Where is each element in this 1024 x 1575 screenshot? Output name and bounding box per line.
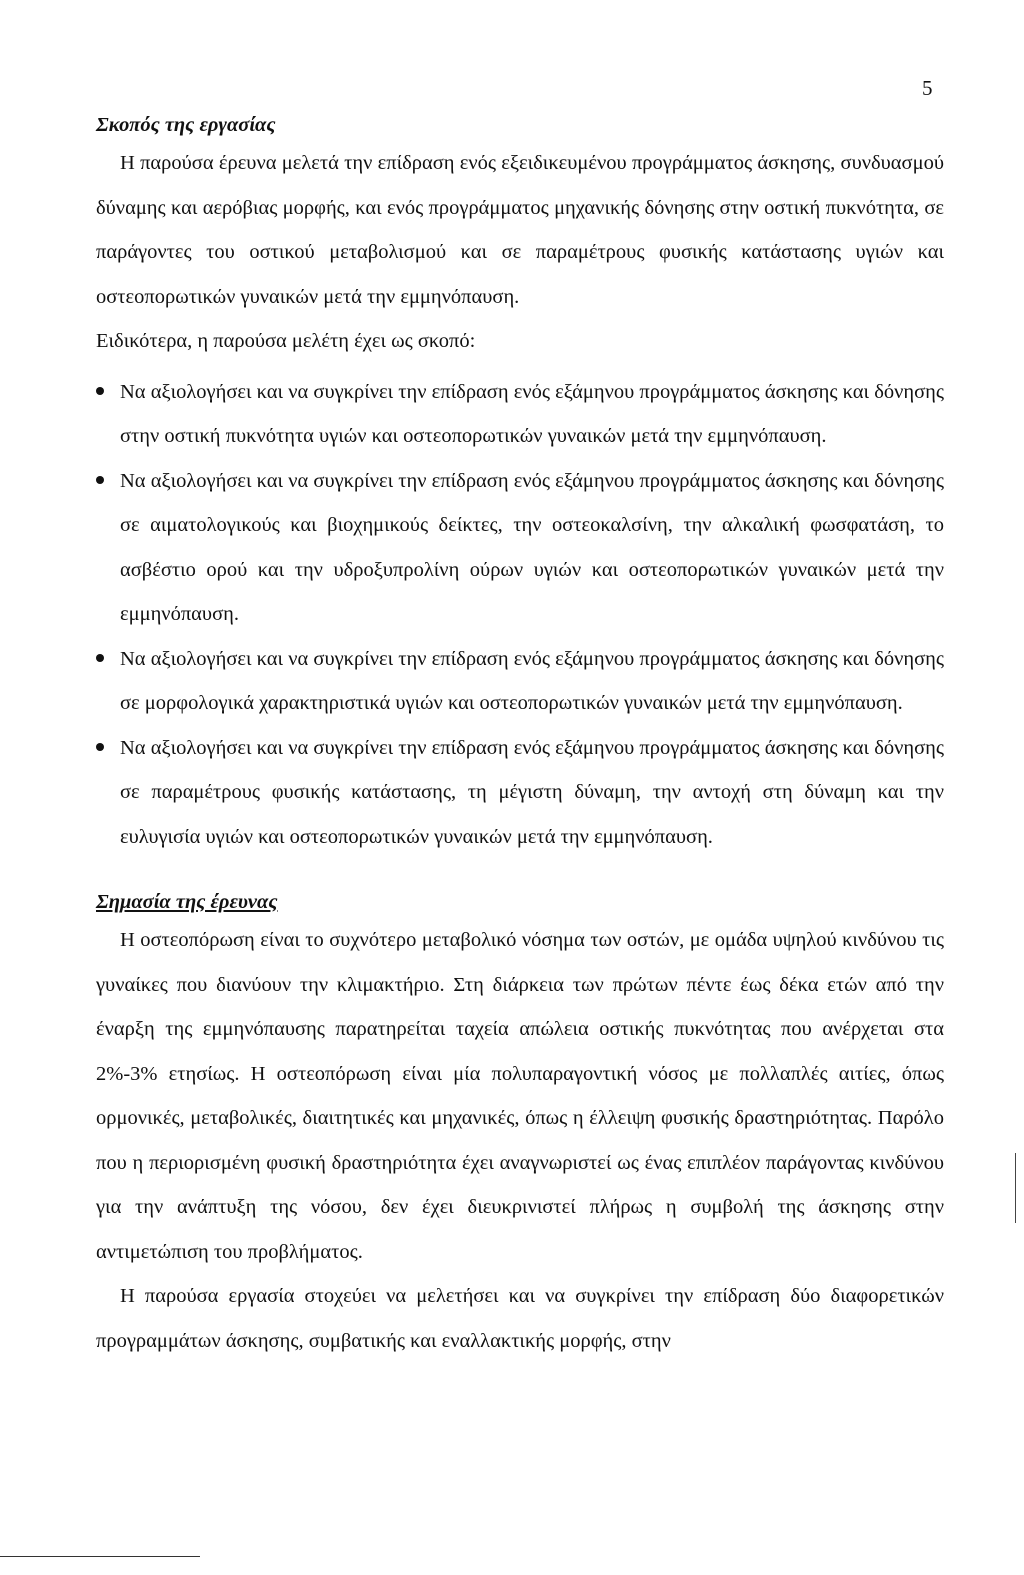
page-number: 5 [922, 76, 933, 100]
section-gap [96, 859, 944, 887]
list-item [96, 370, 944, 459]
significance-paragraph-2: Η παρούσα εργασία στοχεύει να μελετήσει και να συγκρίνει την επίδραση δύο διαφορετικών προγραμμάτων άσκησης, συμβατικής και εναλλακτικής μορφής, στην [96, 1285, 944, 1352]
bullet-icon [96, 743, 104, 751]
page-content [96, 110, 944, 1363]
section-heading-aim: Σκοπός της εργασίας [96, 114, 276, 136]
bullet-icon [96, 387, 104, 395]
aim-text: Να αξιολογήσει και να συγκρίνει την επίδραση ενός εξάμηνου προγράμματος άσκησης και δόνησης σε μορφολογικά χαρακτηριστικά υγιών και οστεοπορωτικών γυναικών μετά την εμμηνόπαυση. [120, 647, 944, 714]
section-heading-significance: Σημασία της έρευνας [96, 891, 278, 913]
list-item [96, 637, 944, 726]
list-item [96, 726, 944, 860]
aims-lead: Ειδικότερα, η παρούσα μελέτη έχει ως σκοπό: [96, 330, 476, 352]
aims-list [96, 370, 944, 860]
aim-text: Να αξιολογήσει και να συγκρίνει την επίδραση ενός εξάμηνου προγράμματος άσκησης και δόνησης στην οστική πυκνότητα υγιών και οστεοπορωτικών γυναικών μετά την εμμηνόπαυση. [120, 380, 944, 447]
aim-text: Να αξιολογήσει και να συγκρίνει την επίδραση ενός εξάμηνου προγράμματος άσκησης και δόνησης σε παραμέτρους φυσικής κατάστασης, τη μέγιστη δύναμη, την αντοχή στη δύναμη και την ευλυγισία υγιών και οστεοπορωτικών γυναικών μετά την εμμηνόπαυση. [120, 736, 944, 848]
significance-paragraph-1: Η οστεοπόρωση είναι το συχνότερο μεταβολικό νόσημα των οστών, με ομάδα υψηλού κινδύνου τις γυναίκες που διανύουν την κλιμακτήριο. Στη διάρκεια των πρώτων πέντε έως δέκα ετών από την έναρξη της εμμηνόπαυσης παρατηρείται ταχεία απώλεια οστικής πυκνότητας που ανέρχεται στα 2%-3% ετησίως. Η οστεοπόρωση είναι μία πολυπαραγοντική νόσος με πολλαπλές αιτίες, όπως ορμονικές, μεταβολικές, διαιτητικές και μηχανικές, όπως η έλλειψη φυσικής δραστηριότητας. Παρόλο που η περιορισμένη φυσική δραστηριότητα έχει αναγνωριστεί ως ένας επιπλέον παράγοντας κινδύνου για την ανάπτυξη της νόσου, δεν έχει διευκρινιστεί πλήρως η συμβολή της άσκησης στην αντιμετώπιση του προβλήματος. [96, 929, 944, 1263]
bullet-icon [96, 654, 104, 662]
footnote-rule [0, 1556, 200, 1557]
intro-paragraph: Η παρούσα έρευνα μελετά την επίδραση ενός εξειδικευμένου προγράμματος άσκησης, συνδυασμού δύναμης και αερόβιας μορφής, και ενός προγράμματος μηχανικής δόνησης στην οστική πυκνότητα, σε παράγοντες του οστικού μεταβολισμού και σε παραμέτρους φυσικής κατάστασης υγιών και οστεοπορωτικών γυναικών μετά την εμμηνόπαυση. [96, 152, 944, 308]
scan-edge-line [1015, 1153, 1016, 1223]
bullet-icon [96, 476, 104, 484]
list-item [96, 459, 944, 637]
aim-text: Να αξιολογήσει και να συγκρίνει την επίδραση ενός εξάμηνου προγράμματος άσκησης και δόνησης σε αιματολογικούς και βιοχημικούς δείκτες, την οστεοκαλσίνη, την αλκαλική φωσφατάση, το ασβέστιο ορού και την υδροξυπρολίνη ούρων υγιών και οστεοπορωτικών γυναικών μετά την εμμηνόπαυση. [120, 469, 944, 625]
